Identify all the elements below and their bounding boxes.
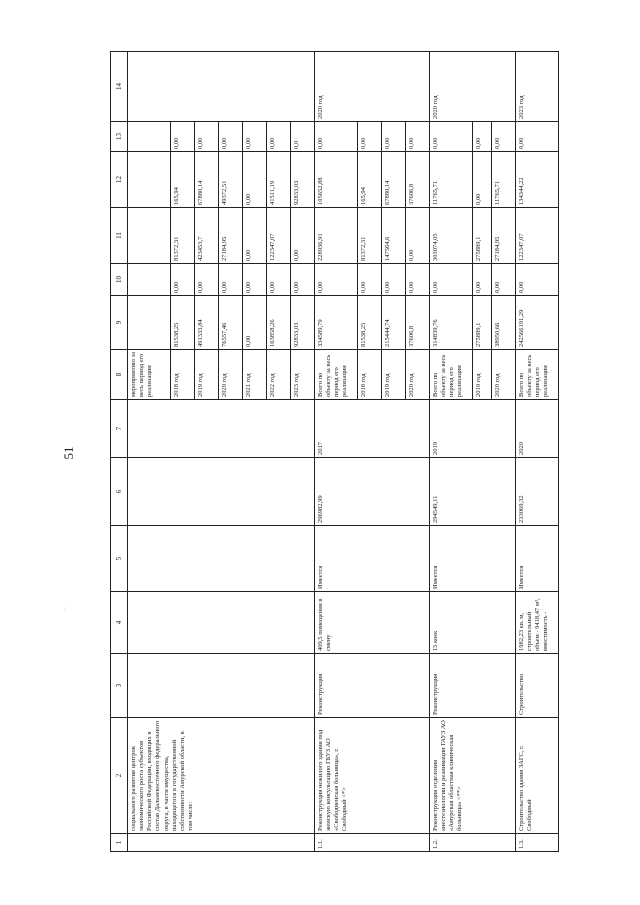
value-cell: 81372,31 bbox=[358, 208, 382, 264]
value-cell: 0,00 bbox=[516, 122, 559, 152]
item-year: 2019 bbox=[430, 400, 516, 458]
item-capacity: 1982,23 кв. м, строительный объем - 9418,47 м³, вместимость - bbox=[516, 592, 559, 654]
value-cell: 0,00 bbox=[358, 264, 382, 296]
value-cell: 275889,1 bbox=[473, 296, 492, 350]
value-cell: 0,00 bbox=[267, 264, 291, 296]
item-docs: Имеется bbox=[315, 526, 430, 592]
item-deadline: 2020 год bbox=[315, 52, 430, 122]
value-cell: 334589,79 bbox=[315, 296, 358, 350]
value-cell: 242566191,29 bbox=[516, 296, 559, 350]
value-cell: 0,00 bbox=[406, 122, 430, 152]
value-cell: 76557,46 bbox=[219, 296, 243, 350]
value-cell: 27184,95 bbox=[219, 208, 243, 264]
intro-name: социального развития центров экономического роста субъектов Российской Федерации, входящих в состав Дальневосточного федерального округа, в части имущества, находящегося в государственной собственности Амурской области, в том числе: bbox=[128, 718, 315, 834]
year-label: 2020 год bbox=[406, 350, 430, 400]
item-number: 1.1. bbox=[315, 834, 430, 852]
item-name: Реконструкция нежилого здания под женскую консультацию ГБУЗ АО «Свободненская больница», г. Свободный <*> bbox=[315, 718, 430, 834]
value-cell: 122347,07 bbox=[516, 208, 559, 264]
value-cell: 0,00 bbox=[492, 122, 516, 152]
item-type: Реконструкция bbox=[430, 654, 516, 718]
year-label: 2018 год bbox=[358, 350, 382, 400]
value-cell: 0,00 bbox=[195, 264, 219, 296]
value-cell: 314839,76 bbox=[430, 296, 473, 350]
cell bbox=[128, 264, 171, 296]
value-cell: 491333,84 bbox=[195, 296, 219, 350]
page-number: 51 bbox=[61, 446, 76, 460]
value-cell: 0,00 bbox=[516, 264, 559, 296]
header-cell: 14 bbox=[111, 52, 128, 122]
item-name: Строительство здания ЗАГС, г. Свободный bbox=[516, 718, 559, 834]
header-cell: 10 bbox=[111, 264, 128, 296]
item-number: 1.3. bbox=[516, 834, 559, 852]
year-label: 2023 год bbox=[291, 350, 315, 400]
value-cell: 37606,8 bbox=[406, 152, 430, 208]
header-row bbox=[111, 52, 128, 852]
item-name: Реконструкция отделения анестезиологии и реанимации ГАУЗ АО «Амурская областная клиническая больница» <**> bbox=[430, 718, 516, 834]
value-cell: 81538,25 bbox=[358, 296, 382, 350]
value-cell: 92833,03 bbox=[291, 296, 315, 350]
value-cell: 0,0 bbox=[291, 122, 315, 152]
total-label: Всего по объекту за весь период его реализации bbox=[516, 350, 559, 400]
item-deadline: 2020 год bbox=[430, 52, 516, 122]
header-cell: 6 bbox=[111, 458, 128, 526]
cell bbox=[128, 208, 171, 264]
year-label: 2022 год bbox=[267, 350, 291, 400]
cell bbox=[128, 592, 315, 654]
rotated-table-area bbox=[110, 52, 550, 852]
cell bbox=[128, 654, 315, 718]
value-cell: 0,00 bbox=[315, 264, 358, 296]
value-cell: 0,00 bbox=[473, 152, 492, 208]
header-cell: 3 bbox=[111, 654, 128, 718]
value-cell: 0,00 bbox=[291, 264, 315, 296]
value-cell: 11765,71 bbox=[492, 152, 516, 208]
value-cell: 0,00 bbox=[406, 264, 430, 296]
value-cell: 81372,31 bbox=[171, 208, 195, 264]
value-cell: 67880,14 bbox=[382, 152, 406, 208]
value-cell: 423453,7 bbox=[195, 208, 219, 264]
value-cell: 41511,19 bbox=[267, 152, 291, 208]
value-cell: 0,00 bbox=[473, 264, 492, 296]
header-cell: 12 bbox=[111, 152, 128, 208]
value-cell: 38950,66 bbox=[492, 296, 516, 350]
value-cell: 92833,03 bbox=[291, 152, 315, 208]
value-cell: 0,00 bbox=[195, 122, 219, 152]
value-cell: 163858,26 bbox=[267, 296, 291, 350]
year-label: 2019 год bbox=[195, 350, 219, 400]
value-cell: 0,00 bbox=[492, 264, 516, 296]
cell bbox=[128, 458, 315, 526]
value-cell: 0,00 bbox=[243, 208, 267, 264]
value-cell: 0,00 bbox=[406, 208, 430, 264]
item-docs: Имеется bbox=[430, 526, 516, 592]
cell bbox=[128, 834, 315, 852]
item-year: 2020 bbox=[516, 400, 559, 458]
value-cell: 67880,14 bbox=[195, 152, 219, 208]
header-cell: 13 bbox=[111, 122, 128, 152]
cell bbox=[128, 122, 171, 152]
item-capacity: 409,5 помещения в смену bbox=[315, 592, 430, 654]
cell bbox=[128, 52, 315, 122]
value-cell: 0,00 bbox=[243, 296, 267, 350]
header-cell: 2 bbox=[111, 718, 128, 834]
value-cell: 0,00 bbox=[171, 264, 195, 296]
header-cell: 9 bbox=[111, 296, 128, 350]
value-cell: 105652,88 bbox=[315, 152, 358, 208]
value-cell: 0,00 bbox=[267, 122, 291, 152]
value-cell: 81538,25 bbox=[171, 296, 195, 350]
year-label: 2018 год bbox=[171, 350, 195, 400]
value-cell: 275889,1 bbox=[473, 208, 492, 264]
cell bbox=[128, 400, 315, 458]
value-cell: 0,00 bbox=[358, 122, 382, 152]
year-label: 2019 год bbox=[382, 350, 406, 400]
table-row bbox=[315, 52, 358, 852]
table-row bbox=[128, 52, 171, 852]
year-label: 2019 год bbox=[473, 350, 492, 400]
value-cell: 0,00 bbox=[219, 264, 243, 296]
item-cost: 233069,32 bbox=[516, 458, 559, 526]
value-cell: 165,94 bbox=[171, 152, 195, 208]
financing-table bbox=[110, 51, 559, 852]
table-row bbox=[516, 52, 559, 852]
value-cell: 0,00 bbox=[430, 264, 473, 296]
item-cost: 294549,11 bbox=[430, 458, 516, 526]
value-cell: 0,00 bbox=[382, 264, 406, 296]
value-cell: 0,00 bbox=[243, 122, 267, 152]
item-docs: Имеется bbox=[516, 526, 559, 592]
header-cell: 11 bbox=[111, 208, 128, 264]
value-cell: 228936,91 bbox=[315, 208, 358, 264]
item-deadline: 2023 год bbox=[516, 52, 559, 122]
year-label: 2020 год bbox=[219, 350, 243, 400]
value-cell: 0,00 bbox=[219, 122, 243, 152]
value-cell: 122347,07 bbox=[267, 208, 291, 264]
value-cell: 49372,51 bbox=[219, 152, 243, 208]
value-cell: 0,00 bbox=[430, 122, 473, 152]
item-type: Строительство bbox=[516, 654, 559, 718]
value-cell: 215444,74 bbox=[382, 296, 406, 350]
header-cell: 5 bbox=[111, 526, 128, 592]
value-cell: 37606,8 bbox=[406, 296, 430, 350]
item-capacity: 15 коек bbox=[430, 592, 516, 654]
value-cell: 11765,71 bbox=[430, 152, 473, 208]
value-cell: 0,00 bbox=[243, 264, 267, 296]
value-cell: 0,00 bbox=[473, 122, 492, 152]
header-cell: 7 bbox=[111, 400, 128, 458]
value-cell: 0,00 bbox=[315, 122, 358, 152]
total-label: Всего по объекту за весь период его реализации bbox=[315, 350, 358, 400]
header-cell: 1 bbox=[111, 834, 128, 852]
total-label: мероприятию за весь период его реализации bbox=[128, 350, 171, 400]
value-cell: 0,00 bbox=[382, 122, 406, 152]
scan-mark: ·· bbox=[63, 607, 69, 611]
value-cell: 147564,6 bbox=[382, 208, 406, 264]
value-cell: 303074,05 bbox=[430, 208, 473, 264]
year-label: 2020 год bbox=[492, 350, 516, 400]
header-cell: 4 bbox=[111, 592, 128, 654]
value-cell: 27184,95 bbox=[492, 208, 516, 264]
cell bbox=[128, 296, 171, 350]
item-year: 2017 bbox=[315, 400, 430, 458]
header-cell: 8 bbox=[111, 350, 128, 400]
total-label: Всего по объекту за весь период его реализации bbox=[430, 350, 473, 400]
cell bbox=[128, 152, 171, 208]
value-cell: 134344,22 bbox=[516, 152, 559, 208]
item-cost: 296982,99 bbox=[315, 458, 430, 526]
value-cell: 0,00 bbox=[171, 122, 195, 152]
value-cell: 0,00 bbox=[243, 152, 267, 208]
year-label: 2021 год bbox=[243, 350, 267, 400]
item-number: 1.2. bbox=[430, 834, 516, 852]
item-type: Реконструкция bbox=[315, 654, 430, 718]
table-row bbox=[430, 52, 473, 852]
value-cell: 0,00 bbox=[291, 208, 315, 264]
value-cell: 165,94 bbox=[358, 152, 382, 208]
cell bbox=[128, 526, 315, 592]
